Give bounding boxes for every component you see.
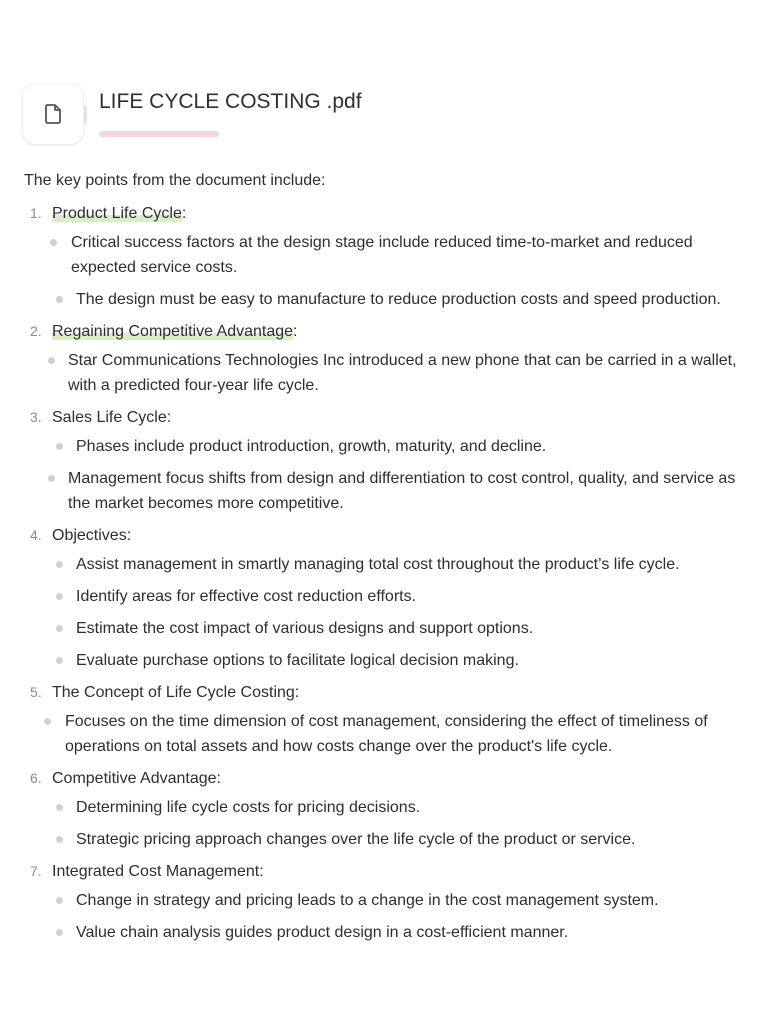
bullet-dot-icon	[56, 836, 63, 843]
bullet-text: Identify areas for effective cost reduction efforts.	[76, 588, 417, 605]
list-item-section-1	[24, 201, 748, 312]
section-number: 4.	[30, 527, 42, 543]
bullet-list	[24, 348, 748, 398]
section-number: 7.	[30, 863, 42, 879]
bullet-item	[24, 709, 748, 759]
bullet-text: Determining life cycle costs for pricing decisions.	[76, 799, 421, 816]
bullet-item	[24, 348, 748, 398]
bullet-item	[24, 648, 748, 673]
section-title: Integrated Cost Management:	[52, 863, 264, 880]
bullet-dot-icon	[56, 593, 63, 600]
bullet-text: Critical success factors at the design stage include reduced time-to-market and reduced expected service costs.	[71, 234, 693, 276]
bullet-list	[24, 709, 748, 759]
heading-suffix: :	[181, 205, 187, 222]
file-attachment-card[interactable]	[23, 84, 743, 148]
section-heading	[24, 319, 748, 344]
bullet-item	[24, 795, 748, 820]
section-number: 1.	[30, 205, 42, 221]
list-item-section-2	[24, 319, 748, 398]
document-icon	[40, 101, 66, 127]
bullet-dot-icon	[48, 475, 55, 482]
bullet-item	[24, 888, 748, 913]
bullet-text: Star Communications Technologies Inc introduced a new phone that can be carried in a wallet, with a predicted four-year life cycle.	[68, 352, 737, 394]
bullet-item	[24, 584, 748, 609]
file-icon-button[interactable]	[23, 84, 83, 144]
section-number: 6.	[30, 770, 42, 786]
bullet-item	[24, 827, 748, 852]
section-heading	[24, 201, 748, 226]
section-number: 5.	[30, 684, 42, 700]
bullet-text: Focuses on the time dimension of cost management, considering the effect of timeliness of operations on total assets and how costs change over the product's life cycle.	[65, 713, 708, 755]
bullet-list	[24, 795, 748, 852]
bullet-dot-icon	[56, 897, 63, 904]
section-heading	[24, 523, 748, 548]
bullet-dot-icon	[56, 657, 63, 664]
bullet-text: Management focus shifts from design and differentiation to cost control, quality, and service as the market becomes more competitive.	[68, 470, 736, 512]
bullet-item	[24, 287, 748, 312]
bullet-item	[24, 466, 748, 516]
bullet-text: Phases include product introduction, growth, maturity, and decline.	[76, 438, 547, 455]
list-item-section-4	[24, 523, 748, 673]
highlighted-term: Product Life Cycle	[52, 205, 182, 222]
bullet-dot-icon	[56, 625, 63, 632]
section-heading	[24, 859, 748, 884]
bullet-dot-icon	[44, 718, 51, 725]
bullet-item	[24, 434, 748, 459]
list-item-section-6	[24, 766, 748, 852]
bullet-dot-icon	[56, 804, 63, 811]
list-item-section-5	[24, 680, 748, 759]
section-title: The Concept of Life Cycle Costing:	[52, 684, 300, 701]
bullet-dot-icon	[56, 929, 63, 936]
bullet-dot-icon	[56, 296, 63, 303]
bullet-text: Strategic pricing approach changes over the life cycle of the product or service.	[76, 831, 636, 848]
bullet-text: Change in strategy and pricing leads to a change in the cost management system.	[76, 892, 659, 909]
bullet-text: Assist management in smartly managing total cost throughout the product’s life cycle.	[76, 556, 680, 573]
bullet-dot-icon	[56, 561, 63, 568]
bullet-item	[24, 920, 748, 945]
section-number: 3.	[30, 409, 42, 425]
bullet-list	[24, 888, 748, 945]
list-item-section-3	[24, 405, 748, 516]
bullet-list	[24, 230, 748, 312]
section-title: Objectives:	[52, 527, 132, 544]
bullet-item	[24, 552, 748, 577]
section-heading	[24, 680, 748, 705]
heading-suffix: :	[293, 323, 298, 340]
bullet-item	[24, 230, 748, 280]
intro-text: The key points from the document include:	[24, 172, 326, 189]
bullet-text: Evaluate purchase options to facilitate logical decision making.	[76, 652, 519, 669]
bullet-dot-icon	[50, 239, 57, 246]
bullet-list	[24, 434, 748, 516]
section-heading	[24, 766, 748, 791]
section-heading	[24, 405, 748, 430]
bullet-item	[24, 616, 748, 641]
section-title: Sales Life Cycle:	[52, 409, 172, 426]
file-title[interactable]: LIFE CYCLE COSTING .pdf	[99, 90, 362, 113]
bullet-text: Estimate the cost impact of various designs and support options.	[76, 620, 534, 637]
card-edge-divider	[84, 106, 87, 124]
bullet-text: Value chain analysis guides product design in a cost-efficient manner.	[76, 924, 569, 941]
section-title: Competitive Advantage:	[52, 770, 221, 787]
highlighted-term: Regaining Competitive Advantage	[52, 323, 294, 340]
section-number: 2.	[30, 323, 42, 339]
bullet-text: The design must be easy to manufacture to reduce production costs and speed production.	[76, 291, 721, 308]
bullet-dot-icon	[56, 443, 63, 450]
list-item-section-7	[24, 859, 748, 945]
file-title-accent-bar	[99, 131, 219, 137]
bullet-dot-icon	[48, 357, 55, 364]
summary-content	[24, 168, 748, 952]
bullet-list	[24, 552, 748, 673]
